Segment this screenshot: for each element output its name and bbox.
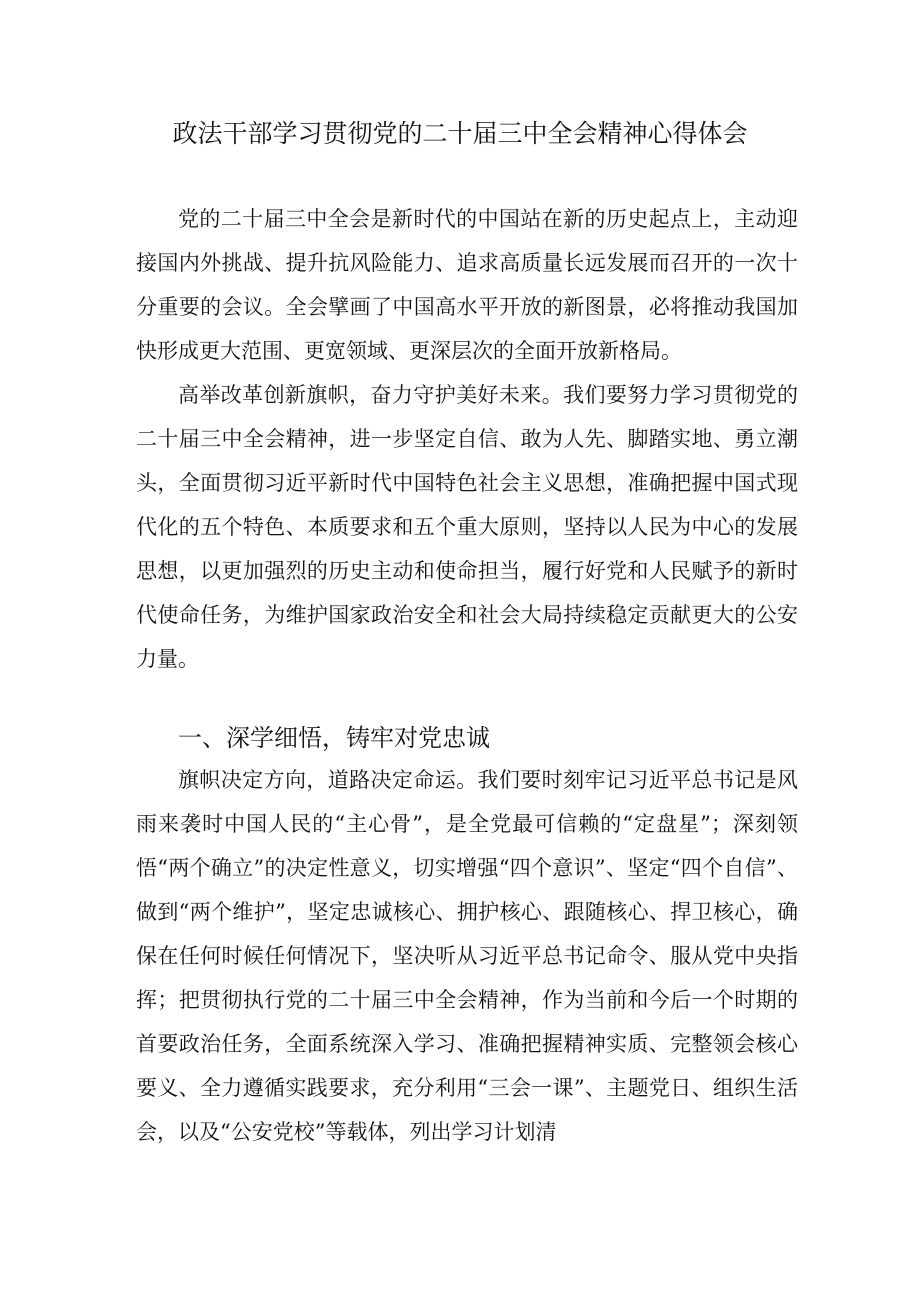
section-paragraph: 旗帜决定方向，道路决定命运。我们要时刻牢记习近平总书记是风雨来袭时中国人民的“主心骨”，是全党最可信赖的“定盘星”；深刻领悟“两个确立”的决定性意义，切实增强“四个意识”、坚定“四个自信”、做到“两个维护”，坚定忠诚核心、拥护核心、跟随核心、捍卫核心，确保在任何时候任何情况下，坚决听从习近平总书记命令、服从党中央指挥；把贯彻执行党的二十届三中全会精神，作为当前和今后一个时期的首要政治任务，全面系统深入学习、准确把握精神实质、完整领会核心要义、全力遵循实践要求，充分利用“三会一课”、主题党日、组织生活会，以及“公安党校”等载体，列出学习计划清 (136, 768, 798, 1144)
section-heading: 一、深学细悟，铸牢对党忠诚 (178, 724, 490, 752)
document-title: 政法干部学习贯彻党的二十届三中全会精神心得体会 (172, 119, 748, 148)
intro-paragraph: 党的二十届三中全会是新时代的中国站在新的历史起点上，主动迎接国内外挑战、提升抗风险能力、追求高质量长远发展而召开的一次十分重要的会议。全会擘画了中国高水平开放的新图景，必将推动我国加快形成更大范围、更宽领域、更深层次的全面开放新格局。 (136, 207, 798, 363)
body-paragraph: 高举改革创新旗帜，奋力守护美好未来。我们要努力学习贯彻党的二十届三中全会精神，进一步坚定自信、敢为人先、脚踏实地、勇立潮头，全面贯彻习近平新时代中国特色社会主义思想，准确把握中国式现代化的五个特色、本质要求和五个重大原则，坚持以人民为中心的发展思想，以更加强烈的历史主动和使命担当，履行好党和人民赋予的新时代使命任务，为维护国家政治安全和社会大局持续稳定贡献更大的公安力量。 (136, 383, 798, 671)
